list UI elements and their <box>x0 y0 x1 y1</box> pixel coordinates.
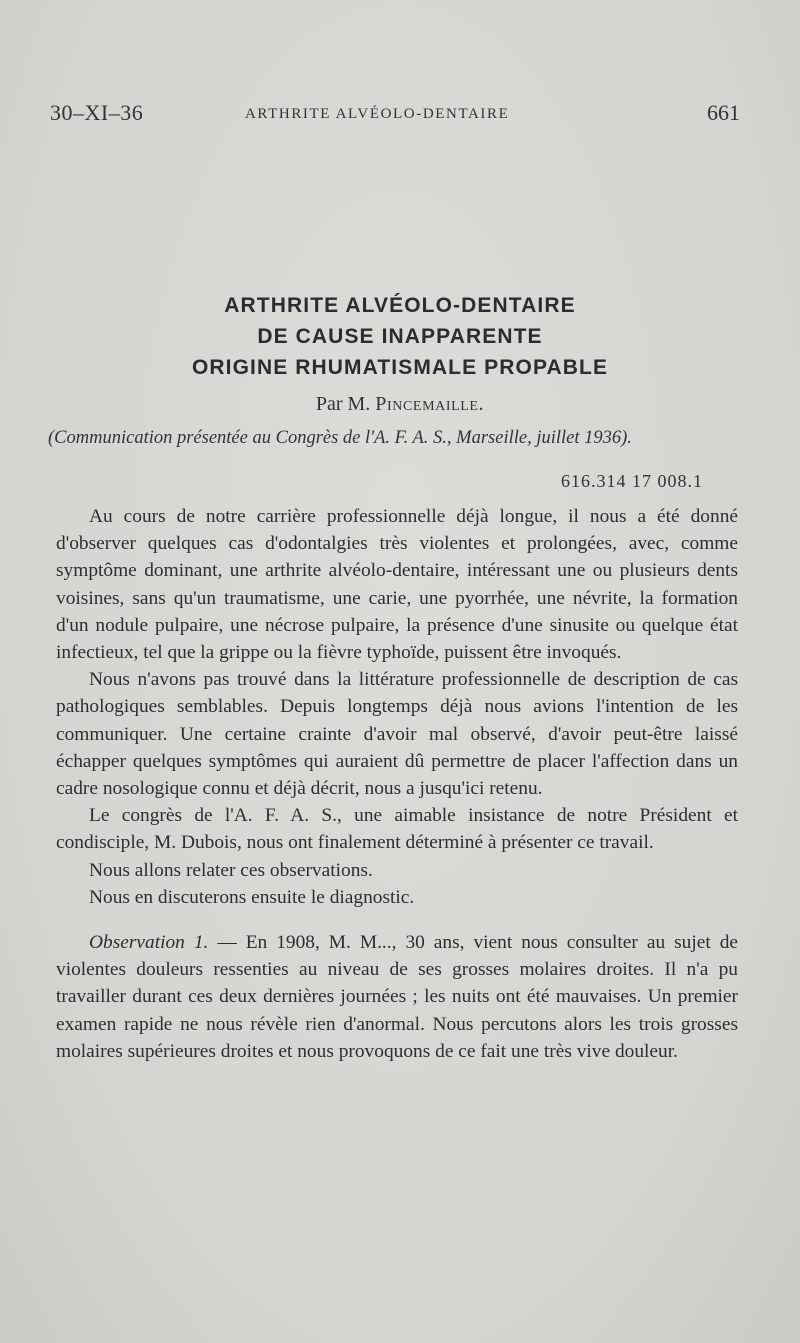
page-number: 661 <box>707 100 740 125</box>
author-prefix: Par M. <box>315 393 371 415</box>
author-line <box>0 393 800 416</box>
running-head <box>50 100 740 132</box>
paragraph-4: Nous allons relater ces observations. <box>89 859 373 881</box>
paragraph-3: Le congrès de l'A. F. A. S., une aimable insistance de notre Président et condisciple, M. Dubois, nous ont finalement déterminé à présenter ce travail. <box>56 805 738 854</box>
running-head-title: ARTHRITE ALVÉOLO-DENTAIRE <box>245 106 510 122</box>
communication-note: (Communication présentée au Congrès de l'A. F. A. S., Marseille, juillet 1936). <box>48 428 632 448</box>
title-line-1: ARTHRITE ALVÉOLO-DENTAIRE <box>224 294 576 317</box>
running-head-date: 30–XI–36 <box>50 100 144 125</box>
body-text <box>56 503 738 1065</box>
title-line-3: ORIGINE RHUMATISMALE PROPABLE <box>191 356 609 379</box>
article-title <box>90 290 710 383</box>
paragraph-1: Au cours de notre carrière professionnelle déjà longue, il nous a été donné d'observer quelques cas d'odontalgies très violentes et prolongées, avec, comme symptôme dominant, une arthrite alvéolo-dentaire, intéressant une ou plusieurs dents voisines, sans qu'un traumatisme, une carie, une pyorrhée, une névrite, la formation d'un nodule pulpaire, une nécrose pulpaire, la présence d'une sinusite ou quelque état infectieux, tel que la grippe ou la fièvre typhoïde, puissent être invoqués. <box>56 506 738 664</box>
classification-number: 616.314 17 008.1 <box>561 471 703 491</box>
paragraph-2: Nous n'avons pas trouvé dans la littérature professionnelle de description de cas pathologiques semblables. Depuis longtemps déjà nous avions l'intention de les communiquer. Une certaine crainte d'avoir mal observé, d'avoir peut-être laissé échapper quelques symptômes qui auraient dû permettre de placer l'affection dans un cadre nosologique connu et déjà décrit, nous a jusqu'ici retenu. <box>56 669 738 800</box>
observation-text: — En 1908, M. M..., 30 ans, vient nous consulter au sujet de violentes douleurs ressenties au niveau de ses grosses molaires droites. Il n'a pu travailler durant ces deux dernières journées ; les nuits ont été mauvaises. Un premier examen rapide ne nous révèle rien d'anormal. Nous percutons alors les trois grosses molaires supérieures droites et nous provoquons de ce fait une très vive douleur. <box>56 932 738 1062</box>
title-line-2: DE CAUSE INAPPARENTE <box>257 325 543 348</box>
paragraph-5: Nous en discuterons ensuite le diagnostic. <box>89 886 415 908</box>
observation-label: Observation 1. <box>89 932 209 954</box>
observation-paragraph <box>56 929 738 1065</box>
author-name: Pincemaille. <box>375 393 485 415</box>
